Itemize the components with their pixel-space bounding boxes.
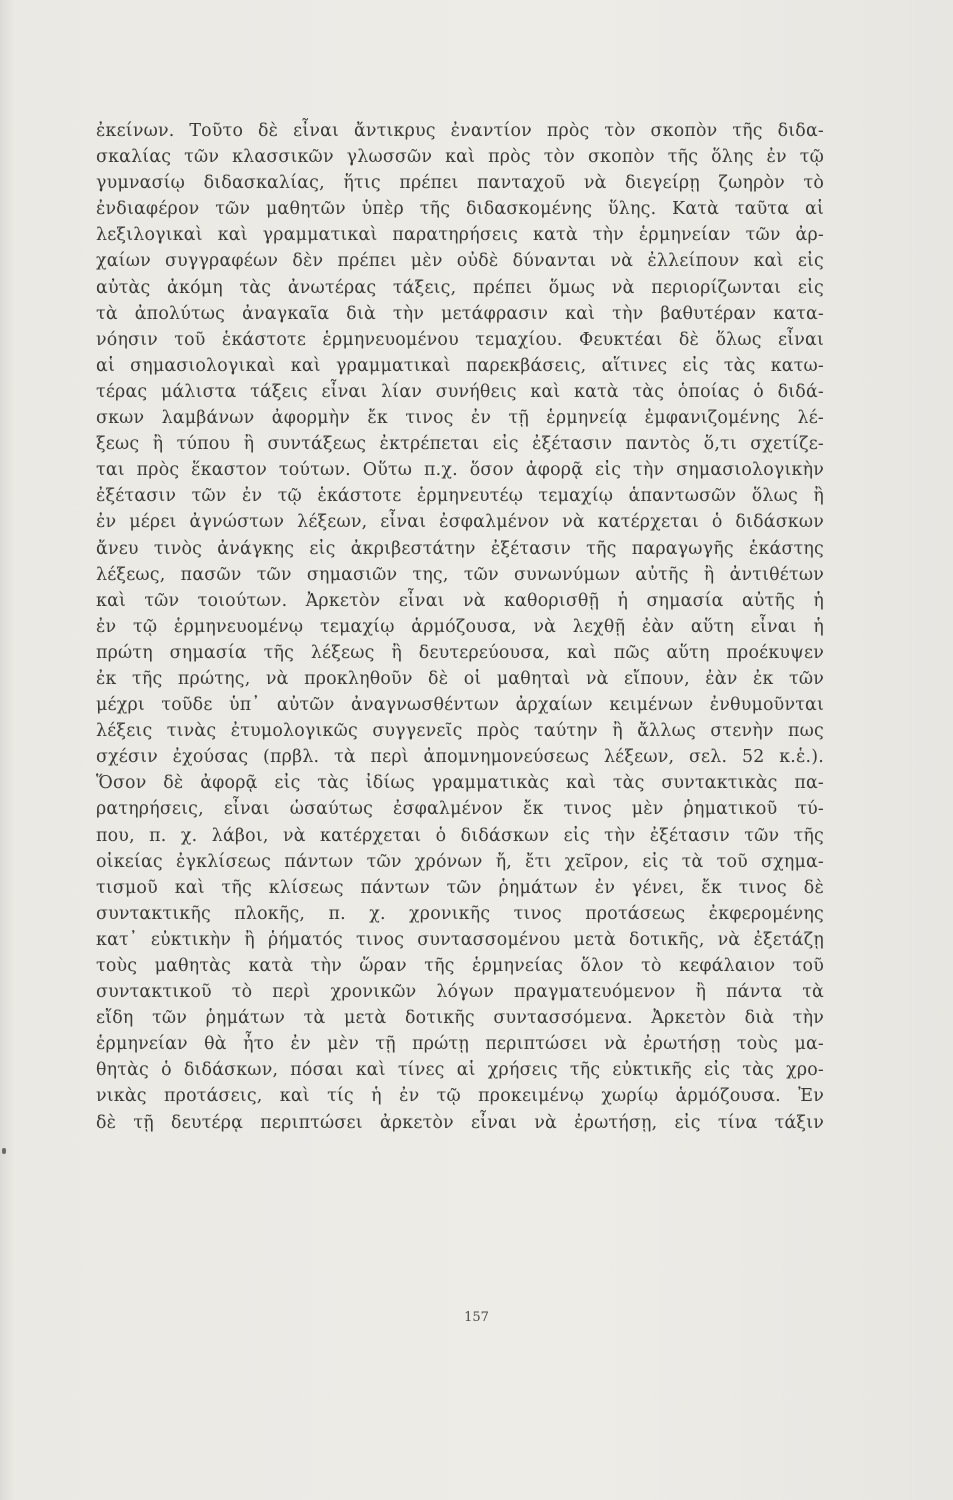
text-line: νόησιν τοῦ ἑκάστοτε ἑρμηνευομένου τεμαχίου. Φευκτέαι δὲ ὅλως εἶναι (96, 329, 824, 350)
text-line: ρατηρήσεις, εἶναι ὡσαύτως ἐσφαλμένον ἔκ τινος μὲν ῥηματικοῦ τύ- (96, 799, 824, 820)
text-line: τὰ ἀπολύτως ἀναγκαῖα διὰ τὴν μετάφρασιν καὶ τὴν βαθυτέραν κατα- (96, 303, 824, 324)
text-line: μέχρι τοῦδε ὑπ᾽ αὐτῶν ἀναγνωσθέντων ἀρχαίων κειμένων ἐνθυμοῦνται (96, 695, 824, 716)
text-line: ἐνδιαφέρον τῶν μαθητῶν ὑπὲρ τῆς διδασκομένης ὕλης. Κατὰ ταῦτα αἱ (96, 199, 824, 220)
text-line: ται πρὸς ἕκαστον τούτων. Οὕτω π.χ. ὅσον ἀφορᾷ εἰς τὴν σημασιολογικὴν (96, 460, 824, 481)
text-line: σχέσιν ἐχούσας (πρβλ. τὰ περὶ ἀπομνημονεύσεως λέξεων, σελ. 52 κ.ἑ.). (96, 747, 824, 768)
text-line: κατ᾽ εὐκτικὴν ἢ ῥήματός τινος συντασσομένου μετὰ δοτικῆς, νὰ ἐξετάζῃ (96, 929, 824, 950)
text-line: καὶ τῶν τοιούτων. Ἀρκετὸν εἶναι νὰ καθορισθῇ ἡ σημασία αὐτῆς ἡ (96, 590, 824, 611)
text-line: ξεως ἢ τύπου ἢ συντάξεως ἐκτρέπεται εἰς ἐξέτασιν παντὸς ὅ,τι σχετίζε- (96, 434, 824, 455)
text-line: τέρας μάλιστα τάξεις εἶναι λίαν συνήθεις καὶ κατὰ τὰς ὁποίας ὁ διδά- (96, 381, 824, 402)
text-line: ἐκ τῆς πρώτης, νὰ προκληθοῦν δὲ οἱ μαθηταὶ νὰ εἴπουν, ἐὰν ἐκ τῶν (96, 668, 824, 689)
text-line: λέξεις τινὰς ἐτυμολογικῶς συγγενεῖς πρὸς ταύτην ἢ ἄλλως στενὴν πως (96, 721, 824, 742)
text-line: δὲ τῇ δευτέρᾳ περιπτώσει ἀρκετὸν εἶναι νὰ ἐρωτήσῃ, εἰς τίνα τάξιν (96, 1112, 824, 1133)
text-line: οἰκείας ἐγκλίσεως πάντων τῶν χρόνων ἤ, ἔτι χεῖρον, εἰς τὰ τοῦ σχημα- (96, 851, 824, 872)
text-line: ἐν μέρει ἀγνώστων λέξεων, εἶναι ἐσφαλμένον νὰ κατέρχεται ὁ διδάσκων (96, 512, 824, 533)
text-line: γυμνασίῳ διδασκαλίας, ἥτις πρέπει πανταχοῦ νὰ διεγείρῃ ζωηρὸν τὸ (96, 173, 824, 194)
text-line: συντακτικοῦ τὸ περὶ χρονικῶν λόγων πραγματευόμενον ἢ πάντα τὰ (96, 982, 824, 1003)
text-line: που, π. χ. λάβοι, νὰ κατέρχεται ὁ διδάσκων εἰς τὴν ἐξέτασιν τῶν τῆς (96, 825, 824, 846)
text-line: τοὺς μαθητὰς κατὰ τὴν ὥραν τῆς ἑρμηνείας ὅλον τὸ κεφάλαιον τοῦ (96, 956, 824, 976)
text-line: συντακτικῆς πλοκῆς, π. χ. χρονικῆς τινος προτάσεως ἐκφερομένης (96, 903, 824, 924)
text-line: ἐκείνων. Τοῦτο δὲ εἶναι ἄντικρυς ἐναντίον πρὸς τὸν σκοπὸν τῆς διδα- (96, 121, 824, 141)
text-line: νικὰς προτάσεις, καὶ τίς ἡ ἐν τῷ προκειμένῳ χωρίῳ ἁρμόζουσα. Ἐν (96, 1086, 824, 1107)
text-line: πρώτη σημασία τῆς λέξεως ἢ δευτερεύουσα, καὶ πῶς αὕτη προέκυψεν (96, 642, 824, 663)
text-line: λεξιλογικαὶ καὶ γραμματικαὶ παρατηρήσεις κατὰ τὴν ἑρμηνείαν τῶν ἀρ- (96, 225, 824, 246)
scan-speck (2, 1148, 6, 1154)
text-line: ἐξέτασιν τῶν ἐν τῷ ἑκάστοτε ἑρμηνευτέῳ τεμαχίῳ ἁπαντωσῶν ὅλως ἢ (96, 486, 824, 507)
text-line: θητὰς ὁ διδάσκων, πόσαι καὶ τίνες αἱ χρήσεις τῆς εὐκτικῆς εἰς τὰς χρο- (96, 1060, 824, 1081)
text-line: σκαλίας τῶν κλασσικῶν γλωσσῶν καὶ πρὸς τὸν σκοπὸν τῆς ὅλης ἐν τῷ (96, 147, 824, 168)
text-line: χαίων συγγραφέων δὲν πρέπει μὲν οὐδὲ δύνανται νὰ ἐλλείπουν καὶ εἰς (96, 251, 824, 272)
text-line: αὐτὰς ἀκόμη τὰς ἀνωτέρας τάξεις, πρέπει ὅμως νὰ περιορίζωνται εἰς (96, 277, 824, 298)
text-line: ἄνευ τινὸς ἀνάγκης εἰς ἀκριβεστάτην ἐξέτασιν τῆς παραγωγῆς ἑκάστης (96, 538, 824, 559)
text-line: ἐν τῷ ἑρμηνευομένῳ τεμαχίῳ ἁρμόζουσα, νὰ λεχθῇ ἐὰν αὕτη εἶναι ἡ (96, 616, 824, 637)
text-line: Ὅσον δὲ ἀφορᾷ εἰς τὰς ἰδίως γραμματικὰς καὶ τὰς συντακτικὰς πα- (96, 773, 824, 794)
text-line: τισμοῦ καὶ τῆς κλίσεως πάντων τῶν ῥημάτων ἐν γένει, ἔκ τινος δὲ (96, 877, 824, 898)
text-line: εἴδη τῶν ῥημάτων τὰ μετὰ δοτικῆς συντασσόμενα. Ἀρκετὸν διὰ τὴν (96, 1008, 824, 1029)
text-line: αἱ σημασιολογικαὶ καὶ γραμματικαὶ παρεκβάσεις, αἵτινες εἰς τὰς κατω- (96, 355, 824, 376)
body-text (96, 118, 824, 1136)
text-line: σκων λαμβάνων ἀφορμὴν ἔκ τινος ἐν τῇ ἑρμηνείᾳ ἐμφανιζομένης λέ- (96, 408, 824, 429)
text-line: λέξεως, πασῶν τῶν σημασιῶν της, τῶν συνωνύμων αὐτῆς ἢ ἀντιθέτων (96, 564, 824, 585)
text-line: ἑρμηνείαν θὰ ἦτο ἐν μὲν τῇ πρώτῃ περιπτώσει νὰ ἐρωτήσῃ τοὺς μα- (96, 1034, 824, 1055)
page-number: 157 (464, 1310, 489, 1325)
